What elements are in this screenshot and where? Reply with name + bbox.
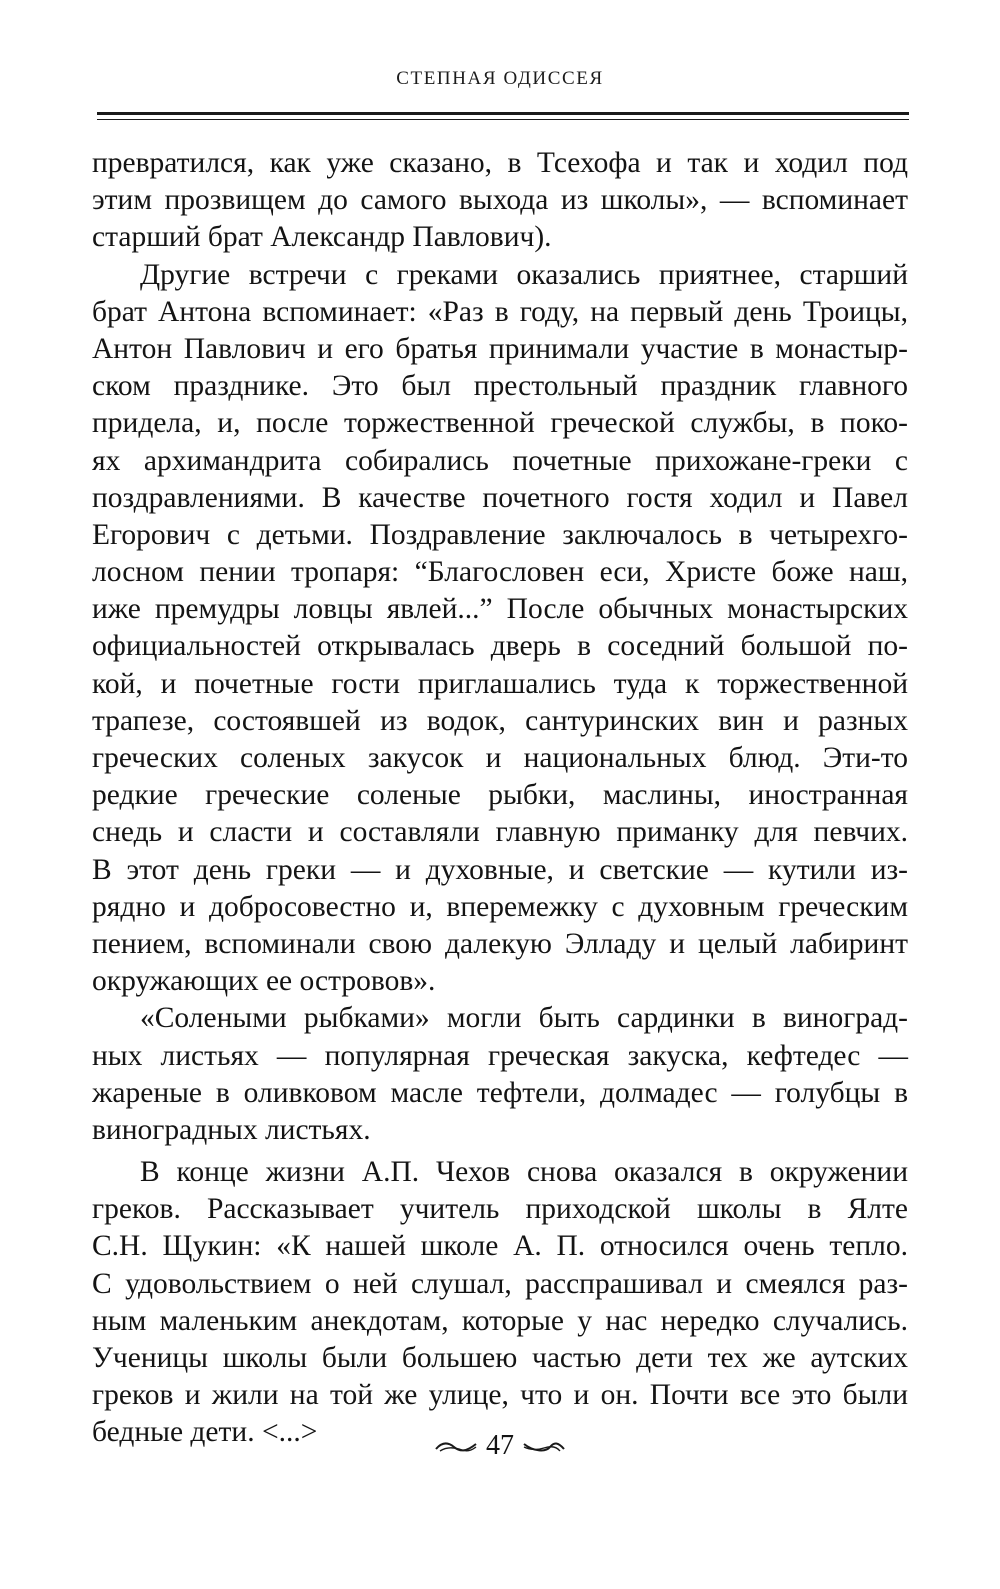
text-line: С.Н. Щукин: «К нашей школе А. П. относился очень тепло. [92,1230,908,1263]
text-line: Антон Павлович и его братья принимали участие в монастыр- [92,332,908,365]
text-line: превратился, как уже сказано, в Тсехофа и так и ходил под [92,147,908,179]
swash-ornament-icon [432,1436,480,1456]
page-number: 47 [486,1430,514,1461]
text-line: Ученицы школы были большею частью дети тех же аутских [92,1342,908,1374]
text-line: «Солеными рыбками» могли быть сардинки в виноград- [140,1002,908,1035]
text-line: старший брат Александр Павлович). [92,221,552,254]
text-line: жареные в оливковом масле тефтели, долмадес — голубцы в [92,1076,908,1109]
swash-ornament-icon [520,1436,568,1456]
header-rule-thin [97,119,909,120]
text-line: рядно и добросовестно и, вперемежку с духовным греческим [92,890,908,923]
header-rule-thick [97,112,909,115]
text-line: ях архимандрита собирались почетные прихожане-греки с [92,444,908,477]
text-line: В конце жизни А.П. Чехов снова оказался в окружении [140,1156,908,1189]
text-line: Другие встречи с греками оказались приятнее, старший [140,258,908,291]
page-footer [0,1430,1000,1462]
text-line: иже премудры ловцы явлей...” После обычных монастырских [92,593,908,626]
text-line: греков и жили на той же улице, что и он. Почти все это были [92,1379,908,1412]
text-line: снедь и сласти и составляли главную приманку для певчих. [92,816,908,849]
text-line: брат Антона вспоминает: «Раз в году, на первый день Троицы, [92,295,908,328]
text-line: ным маленьким анекдотам, которые у нас нередко случались. [92,1304,908,1337]
text-line: лосном пении тропаря: “Благословен еси, Христе боже наш, [92,556,908,589]
text-line: придела, и, после торжественной греческой службы, в поко- [92,407,908,440]
text-line: окружающих ее островов». [92,965,436,998]
text-line: официальностей открывалась дверь в соседний большой по- [92,630,908,663]
text-line: этим прозвищем до самого выхода из школы», — вспоминает [92,184,908,217]
text-line: В этот день греки — и духовные, и светские — кутили из- [92,853,908,886]
text-line: редкие греческие соленые рыбки, маслины, иностранная [92,779,908,812]
text-line: С удовольствием о ней слушал, расспрашивал и смеялся раз- [92,1267,908,1300]
text-line: трапезе, состоявшей из водок, сантуринских вин и разных [92,704,908,737]
text-line: виноградных листьях. [92,1113,371,1146]
text-line: греческих соленых закусок и национальных блюд. Эти-то [92,742,908,774]
running-header-title: СТЕПНАЯ ОДИССЕЯ [396,68,604,89]
text-line: кой, и почетные гости приглашались туда к торжественной [92,667,908,700]
text-line: ных листьях — популярная греческая закуска, кефтедес — [92,1039,908,1072]
text-line: поздравлениями. В качестве почетного гостя ходил и Павел [92,481,908,514]
text-line: Егорович с детьми. Поздравление заключалось в четырехго- [92,518,908,551]
text-line: пением, вспоминали свою далекую Элладу и целый лабиринт [92,927,908,960]
text-line: ском празднике. Это был престольный праздник главного [92,370,908,403]
text-line: бедные дети. <...> [92,1416,318,1449]
body-text [92,145,908,1452]
text-line: греков. Рассказывает учитель приходской школы в Ялте [92,1193,908,1226]
